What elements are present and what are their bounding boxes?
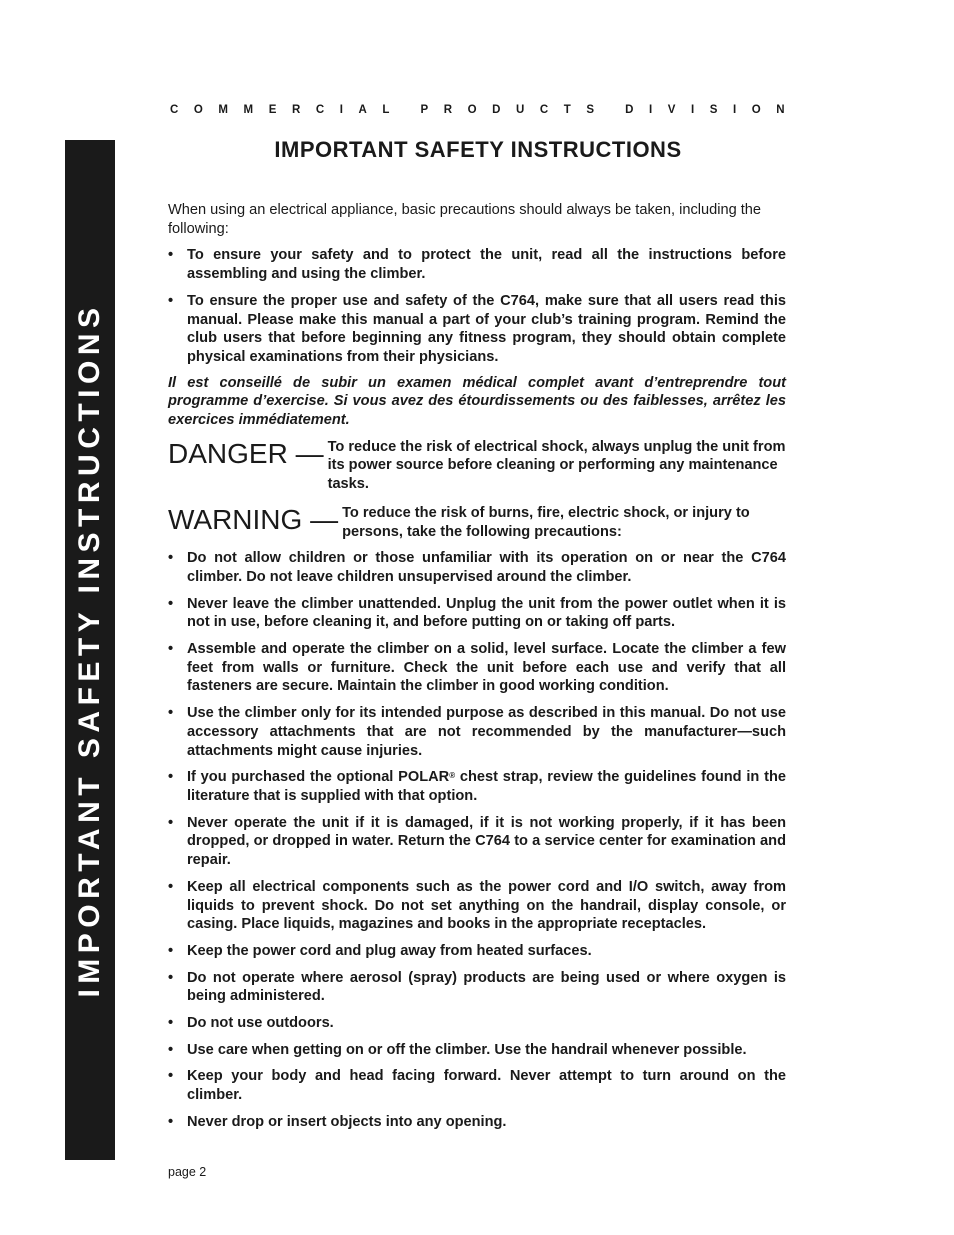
bullet-icon: • <box>168 247 174 264</box>
list-item: • To ensure the proper use and safety of the C764, make sure that all users read this manual. Please make this manual a part of your club’s training program. Remind the club users that before beginning any fitness program, they should obtain complete physical examinations from their physicians. <box>168 292 786 365</box>
bullet-icon: • <box>168 705 174 722</box>
bullet-icon: • <box>168 595 174 612</box>
list-item: • To ensure your safety and to protect the unit, read all the instructions before assembling and using the climber. <box>168 247 786 283</box>
division-letter: S <box>586 104 594 116</box>
division-letter: L <box>382 104 390 116</box>
division-letter: R <box>443 104 453 116</box>
division-header <box>170 104 785 116</box>
french-medical-note: Il est conseillé de subir un examen médical complet avant d’entreprendre tout programme d’exercise. Si vous avez des étourdissements ou des faiblesses, arrêtez les exercices immédiatement. <box>168 374 786 429</box>
division-letter: I <box>339 104 343 116</box>
bullet-icon: • <box>168 942 174 959</box>
danger-notice <box>168 438 786 494</box>
division-letter: S <box>709 104 718 116</box>
bullet-icon: • <box>168 641 174 658</box>
division-letter: C <box>315 104 325 116</box>
page-title: IMPORTANT SAFETY INSTRUCTIONS <box>274 137 682 162</box>
division-letter: I <box>649 104 653 116</box>
division-letter: E <box>268 104 277 116</box>
division-letter: T <box>563 104 571 116</box>
list-item: • Never leave the climber unattended. Unplug the unit from the power outlet when it is not in use, before cleaning it, and before putting on or taking off parts. <box>168 595 786 631</box>
warning-label: WARNING — <box>168 503 339 535</box>
bullet-icon: • <box>168 769 174 786</box>
division-letter: O <box>751 104 761 116</box>
list-item: • If you purchased the optional POLAR® chest strap, review the guidelines found in the literature that is supplied with that option. <box>168 769 786 804</box>
list-item: • Do not operate where aerosol (spray) products are being used or where oxygen is being administered. <box>168 969 786 1005</box>
division-letter: C <box>170 104 179 116</box>
page-number: page 2 <box>168 1165 207 1179</box>
list-item: • Assemble and operate the climber on a solid, level surface. Locate the climber a few feet from walls or furniture. Check the unit before each use and verify that all fasteners are secure. Maintain the climber in good working condition. <box>168 641 786 695</box>
division-letter: A <box>358 104 367 116</box>
bullet-list-top <box>168 246 786 366</box>
bullet-icon: • <box>168 292 174 309</box>
division-letter: C <box>539 104 549 116</box>
bullet-icon: • <box>168 1068 174 1085</box>
division-letter: D <box>492 104 501 116</box>
list-item: • Keep your body and head facing forward. Never attempt to turn around on the climber. <box>168 1068 786 1104</box>
division-letter: I <box>691 104 695 116</box>
list-item: • Never drop or insert objects into any opening. <box>168 1113 507 1130</box>
danger-label: DANGER — <box>168 437 324 469</box>
bullet-icon: • <box>168 1113 174 1130</box>
bullet-icon: • <box>168 814 174 831</box>
bullet-icon: • <box>168 969 174 986</box>
division-letter: O <box>467 104 477 116</box>
list-item: • Use the climber only for its intended purpose as described in this manual. Do not use accessory attachments that are not recommended by the manufacturer—such attachments might cause injuries. <box>168 705 786 759</box>
division-letter: I <box>733 104 737 116</box>
warning-text: To reduce the risk of burns, fire, electric shock, or injury to persons, take the following precautions: <box>342 504 750 540</box>
list-item: • Use care when getting on or off the climber. Use the handrail whenever possible. <box>168 1041 747 1058</box>
division-letter: V <box>667 104 676 116</box>
division-letter: M <box>243 104 254 116</box>
danger-text: To reduce the risk of electrical shock, always unplug the unit from its power source before cleaning or performing any maintenance tasks. <box>327 438 786 493</box>
bullet-icon: • <box>168 550 174 567</box>
warning-notice <box>168 504 786 541</box>
list-item: • Keep all electrical components such as the power cord and I/O switch, away from liquids to prevent shock. Do not set anything on the handrail, display console, or casing. Place liquids, magazines and books in the appropriate receptacles. <box>168 878 786 933</box>
bullet-icon: • <box>168 1015 174 1032</box>
list-item: • Never operate the unit if it is damaged, if it is not working properly, if it has been dropped, or dropped in water. Return the C764 to a service center for examination and repair. <box>168 814 786 869</box>
page-content <box>168 201 786 1140</box>
division-letter: P <box>420 104 429 116</box>
division-letter: D <box>625 104 634 116</box>
intro-text: When using an electrical appliance, basic precautions should always be taken, including the following: <box>168 202 762 237</box>
sidebar-vertical-title: IMPORTANT SAFETY INSTRUCTIONS <box>73 302 106 998</box>
division-letter: O <box>193 104 203 116</box>
registered-mark: ® <box>449 771 456 781</box>
list-item: • Do not use outdoors. <box>168 1015 334 1032</box>
division-letter: M <box>218 104 228 116</box>
division-letter: N <box>776 104 785 116</box>
division-letter: R <box>291 104 301 116</box>
list-item: • Do not allow children or those unfamiliar with its operation on or near the C764 climber. Do not leave children unsupervised around the climber. <box>168 550 786 585</box>
bullet-list-precautions <box>168 549 786 1131</box>
bullet-icon: • <box>168 1041 174 1058</box>
list-item: • Keep the power cord and plug away from heated surfaces. <box>168 942 592 959</box>
division-letter: U <box>515 104 525 116</box>
bullet-icon: • <box>168 878 174 895</box>
